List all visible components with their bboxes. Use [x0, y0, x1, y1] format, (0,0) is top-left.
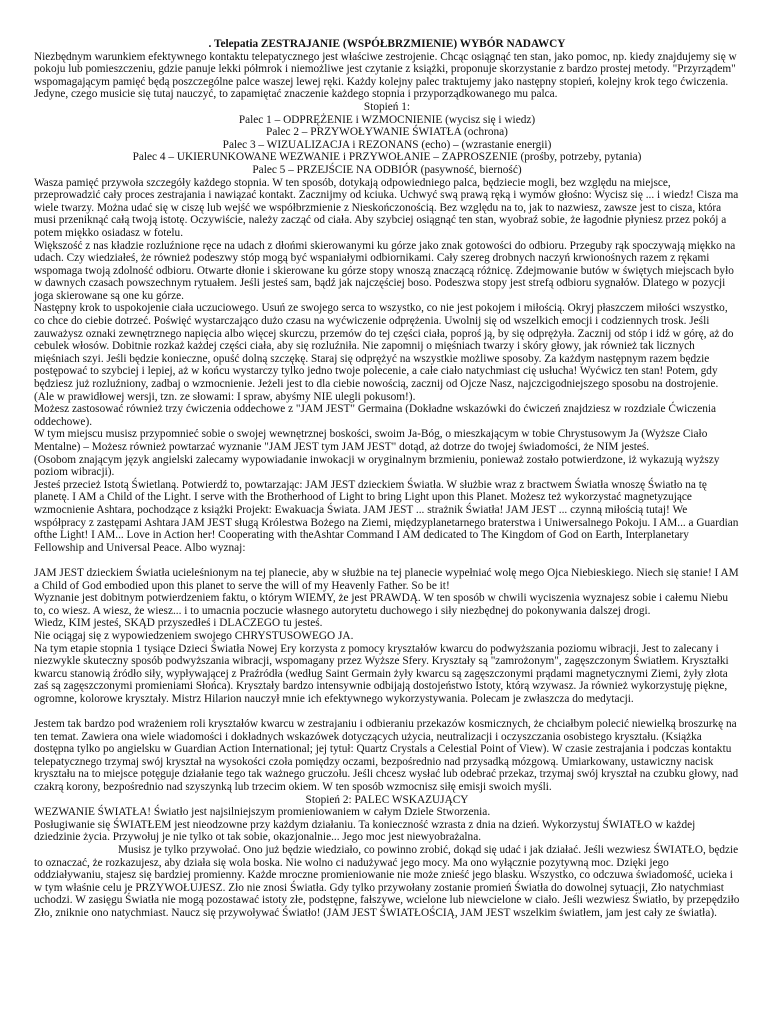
finger-item: Palec 1 – ODPRĘŻENIE i WZMOCNIENIE (wycisz się i wiedz) [238, 113, 536, 126]
body-paragraph: (Osobom znającym język angielski zalecamy wypowiadanie inwokacji w oryginalnym brzmieniu, ponieważ zostało potwierdzone, iż wykazują wyższy poziom wibracji). [34, 453, 720, 479]
finger-item: Palec 2 – PRZYWOŁYWANIE ŚWIATŁA (ochrona) [266, 126, 508, 139]
body-paragraph: Większość z nas kładzie rozluźnione ręce na udach z dłońmi skierowanymi ku górze jako znak gotowości do odbioru. Przeguby rąk spoczywają miękko na udach. Czy wiedziałeś, że również podeszwy stóp mogą być wspaniałymi odbiornikami. Cały szereg drobnych naczyń krwionośnych razem z rękami wspomaga twoją zdolność odbioru. Otwarte dłonie i skierowane ku górze stopy wnoszą znaczącą różnicę. Zdejmowanie butów w świętych miejscach było w dawnych czasach powszechnym rytuałem. Jeśli jesteś sam, bądź jak najczęściej boso. Podeszwa stopy jest strefą odbioru sygnałów. Dlatego w pozycji joga skierowane są one ku górze. [34, 239, 736, 302]
finger-item: Palec 4 – UKIERUNKOWANE WEZWANIE i PRZYWOŁANIE – ZAPROSZENIE (prośby, potrzeby, pytania) [132, 151, 642, 164]
body-section-3 [34, 718, 740, 794]
body-paragraph: Jestem tak bardzo pod wrażeniem roli kryształów kwarcu w zestrajaniu i odbieraniu przekazów kosmicznych, że chciałbym polecić niewielką broszurkę na ten temat. Zawiera ona wiele wiadomości i dokładnych wskazówek dotyczących użycia, neutralizacji i oczyszczania osobistego kryształu. (Książka dostępna tylko po angielsku w Guardian Action International; jej tytuł: Quartz Crystals a Celestial Point of View). W czasie zestrajania i podczas kontaktu telepatycznego trzymaj swój kryształ na wysokości czoła pomiędzy oczami, bezpośrednio nad przysadką mózgową. Umiarkowany, ustawiczny nacisk kryształu na to miejsce potęguje działanie tego tak ważnego gruczołu. Jeśli chcesz wysłać lub odebrać przekaz, trzymaj swój kryształ na czubku głowy, nad czakrą korony, bezpośrednio nad szyszynką lub trzecim okiem. W ten sposób wzmocnisz siłę emisji swoich myśli. [34, 718, 739, 794]
body-paragraph: WEZWANIE ŚWIATŁA! Światło jest najsilniejszym promieniowaniem w całym Dziele Stworzenia. [34, 806, 491, 819]
body-paragraph: Następny krok to uspokojenie ciała uczuciowego. Usuń ze swojego serca to wszystko, co nie jest pokojem i miłością. Okryj płaszczem miłości wszystko, co chce do ciebie dotrzeć. Poświęć wystarczająco dużo czasu na wyćwiczenie odprężenia. Uwolnij się od wszelkich emocji i codziennych trosk. Jeśli zauważysz oznaki zewnętrznego napięcia albo więcej skurczu, przemów do tej części ciała, poproś ją, by się odprężyła. Zacznij od stóp i idź w górę, aż do cebulek włosów. Dobitnie rozkaż każdej części ciała, aby się rozluźniła. Nie zapomnij o mięśniach twarzy i skóry głowy, jak również tak licznych mięśniach szyi. Jeśli będzie konieczne, opuść dolną szczękę. Staraj się odprężyć na wszystkie możliwe sposoby. Za każdym następnym razem będzie postępować to szybciej i lepiej, aż w końcu wystarczy tylko jedno twoje polecenie, a całe ciało natychmiast cię usłucha! Wyćwicz ten stan! Potem, gdy będziesz już rozluźniony, zadbaj o wzmocnienie. Jeżeli jest to dla ciebie nowością, zacznij od Ojcze Nasz, najczcigodniejszego sposobu na dostrojenie. (Ale w prawidłowej wersji, tzn. ze słowami: I spraw, abyśmy NIE ulegli pokusom!). [34, 302, 734, 403]
body-section-2 [34, 567, 740, 706]
finger-item: Palec 5 – PRZEJŚCIE NA ODBIÓR (pasywność, bierność) [252, 163, 522, 176]
finger-item: Palec 3 – WIZUALIZACJA i REZONANS (echo) – (wzrastanie energii) [222, 138, 552, 151]
document-title: . Telepatia ZESTRAJANIE (WSPÓŁBRZMIENIE) WYBÓR NADAWCY [208, 38, 566, 50]
body-paragraph: Możesz zastosować również trzy ćwiczenia oddechowe z "JAM JEST" Germaina (Dokładne wskazówki do ćwiczeń znajdziesz w rozdziale Ćwiczenia oddechowe). [34, 403, 717, 428]
intro-paragraph: Niezbędnym warunkiem efektywnego kontaktu telepatycznego jest właściwe zestrojenie. Chcąc osiągnąć ten stan, jako pomoc, np. kiedy znajdujemy się w pokoju lub pomieszczeniu, gdzie panuje lekki półmrok i niemożliwe jest czytanie z książki, proponuje skorzystanie z bardzo prostej metody. "Przyrządem" wspomagającym pamięć będą poszczególne palce waszej lewej ręki. Każdy kolejny palec traktujemy jako następny stopień, kolejny krok tego ćwiczenia. Jedyne, czego musicie się tutaj nauczyć, to zapamiętać znaczenie każdego stopnia i przyporządkowanego mu palca. [34, 50, 737, 101]
step2-heading: Stopień 2: PALEC WSKAZUJĄCY [305, 793, 469, 806]
body-section-4 [34, 806, 740, 919]
body-paragraph: Na tym etapie stopnia 1 tysiące Dzieci Światła Nowej Ery korzysta z pomocy kryształów kwarcu do podwyższania poziomu wibracji. Jest to zalecany i niezwykle skuteczny sposób podwyższania wibracji, wspomagany przez Wyższe Sfery. Kryształy są "zamrożonym", zagęszczonym Światłem. Kryształki kwarcu stanowią źródło siły, wypływającej z Praźródła (według Saint Germain żyły kwarcu są zagęszczonymi prądami magnetycznymi Ziemi, żyły złota zaś są zagęszczonymi promieniami Słońca). Kryształy bardzo intensywnie odbijają dostojeństwo Istoty, którą wzywasz. Ja również wykorzystuję piękne, ogromne, kolorowe kryształy. Mistrz Hilarion nauczył mnie ich efektywnego wykorzystywania. Polecam je zwłaszcza do medytacji. [34, 642, 729, 705]
finger-list [34, 114, 740, 177]
body-paragraph: Wiedz, KIM jesteś, SKĄD przyszedłeś i DLACZEGO tu jesteś. [34, 617, 323, 630]
step1-heading: Stopień 1: [363, 100, 411, 113]
body-paragraph: Musisz je tylko przywołać. Ono już będzie wiedziało, co powinno zrobić, dokąd się udać i jak działać. Jeśli wezwiesz ŚWIATŁO, będzie to oznaczać, że rozkazujesz, aby działa się wola boska. Nie wolno ci nadużywać jego mocy. Ma ono wyłącznie pozytywną moc. Dzięki jego oddziaływaniu, stajesz się bardziej promienny. Każde mroczne promieniowanie nie może znieść jego blasku. Wszystko, co odczuwa świadomość, ucieka i w tym właśnie celu je PRZYWOŁUJESZ. Zło nie znosi Światła. Gdy tylko przywołany zostanie promień Światła do dowolnej sytuacji, Zło natychmiast uchodzi. W zasięgu Światła nie mogą pozostawać istoty złe, podstępne, fałszywe, wcielone lub niewcielone w ciało. Jeśli wezwiesz Światło, by przepędziło Zło, zniknie ono natychmiast. Naucz się przywoływać Światło! (JAM JEST ŚWIATŁOŚCIĄ, JAM JEST wszelkim światłem, jam jest cały ze światła). [34, 844, 740, 919]
body-section-1 [34, 177, 740, 555]
body-paragraph: Nie ociągaj się z wypowiedzeniem swojego CHRYSTUSOWEGO JA. [34, 629, 354, 642]
body-paragraph: Wyznanie jest dobitnym potwierdzeniem faktu, o którym WIEMY, że jest PRAWDĄ. W ten sposób w chwili wyciszenia wyznajesz sobie i całemu Niebu to, co wiesz. A wiesz, że wiesz... i to umacnia poczucie własnego autorytetu duchowego i siły niezbędnej do pokonywania dalszej drogi. [34, 592, 729, 617]
body-paragraph: Wasza pamięć przywoła szczegóły każdego stopnia. W ten sposób, dotykają odpowiedniego palca, będziecie mogli, bez względu na miejsce, przeprowadzić cały proces zestrajania i nawiązać kontakt. Zacznijmy od kciuka. Uchwyć swą prawą ręką i wymów głośno: Wycisz się ... i wiedz! Cisza ma wiele twarzy. Można udać się w ciszę lub wejść we współbrzmienie z Nieskończonością. Bez względu na to, jak to nazwiesz, zawsze jest to cisza, która musi przeniknąć całą twoją istotę. Oczywiście, należy zacząć od ciała. Aby szybciej osiągnąć ten stan, wyobraź sobie, że łagodnie płyniesz przez pokój a potem miękko osiadasz w fotelu. [34, 176, 739, 239]
body-paragraph: JAM JEST dzieckiem Światła ucieleśnionym na tej planecie, aby w służbie na tej planecie wypełniać wolę mego Ojca Niebieskiego. Niech się stanie! I AM a Child of God embodied upon this planet to serve the will of my Heavenly Father. So be it! [34, 566, 739, 592]
body-paragraph: Jesteś przecież Istotą Świetlaną. Potwierdź to, powtarzając: JAM JEST dzieckiem Światła. W służbie wraz z bractwem Światła wnoszę Światło na tę planetę. I AM a Child of the Light. I serve with the Brotherhood of Light to bring Light upon this Planet. Możesz też wykorzystać magnetyzujące wzmocnienie Ashtara, pochodzące z książki Projekt: Ewakuacja Świata. JAM JEST ... strażnik Światła! JAM JEST ... czynną miłością tutaj! We współpracy z zastępami Ashtara JAM JEST sługą Królestwa Bożego na Ziemi, międzyplanetarnego braterstwa i Uniwersalnego Pokoju. I AM... a Guardian ofthe Light! I AM... Love in Action her! Cooperating with theAshtar Command I AM dedicated to The Kingdom of God on Earth, Interplanetary Fellowship and Universal Peace. Albo wyznaj: [34, 478, 739, 554]
blank-line [34, 705, 740, 718]
body-paragraph: W tym miejscu musisz przypomnieć sobie o swojej wewnętrznej boskości, swoim Ja-Bóg, o mieszkającym w tobie Chrystusowym Ja (Wyższe Ciało Mentalne) – Możesz również powtarzać wyznanie "JAM JEST tym JAM JEST" dotąd, aż dotrze do twojej świadomości, że NIM jesteś. [34, 428, 708, 453]
body-paragraph: Posługiwanie się ŚWIATŁEM jest nieodzowne przy każdym działaniu. Ta konieczność wzrasta z dnia na dzień. Wykorzystuj ŚWIATŁO w każdej dziedzinie życia. Przywołuj je nie tylko ot tak sobie, okazjonalnie... Jego moc jest niewyobrażalna. [34, 818, 696, 844]
blank-line [34, 554, 740, 567]
